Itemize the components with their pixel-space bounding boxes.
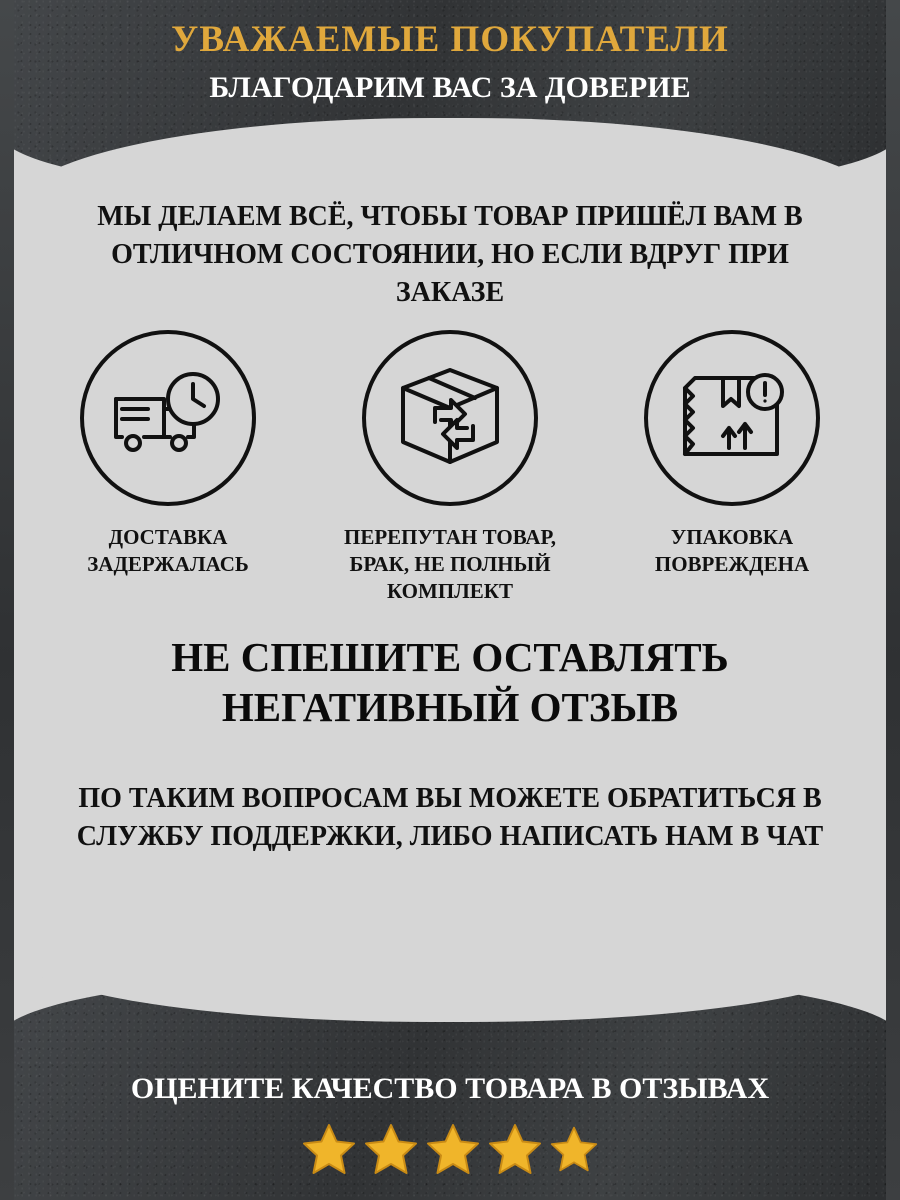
reason-caption: ПЕРЕПУТАН ТОВАР, БРАК, НЕ ПОЛНЫЙ КОМПЛЕКТ: [344, 525, 556, 603]
reasons-row: [40, 330, 860, 605]
support-text: ПО ТАКИМ ВОПРОСАМ ВЫ МОЖЕТЕ ОБРАТИТЬСЯ В СЛУЖБУ ПОДДЕРЖКИ, ЛИБО НАПИСАТЬ НАМ В ЧАТ: [76, 783, 824, 853]
damaged-package-icon: [644, 330, 820, 506]
left-edge-strip: [0, 0, 14, 1200]
header-subtitle: БЛАГОДАРИМ ВАС ЗА ДОВЕРИЕ: [209, 70, 691, 104]
footer: [0, 1071, 900, 1176]
footer-call-to-action: ОЦЕНИТЕ КАЧЕСТВО ТОВАРА В ОТЗЫВАХ: [130, 1072, 770, 1106]
reason-caption: УПАКОВКА ПОВРЕЖДЕНА: [654, 525, 810, 576]
star-icon[interactable]: [301, 1122, 357, 1176]
star-icon[interactable]: [363, 1122, 419, 1176]
reason-caption: ДОСТАВКА ЗАДЕРЖАЛАСЬ: [87, 525, 249, 576]
star-icon[interactable]: [549, 1125, 599, 1173]
box-return-arrow-icon: [362, 330, 538, 506]
reason-item-wrong-item: [322, 330, 578, 605]
reason-item-delivery: [40, 330, 296, 578]
headline-text: НЕ СПЕШИТЕ ОСТАВЛЯТЬ НЕГАТИВНЫЙ ОТЗЫВ: [171, 634, 729, 731]
delivery-truck-clock-icon: [80, 330, 256, 506]
intro-text: МЫ ДЕЛАЕМ ВСЁ, ЧТОБЫ ТОВАР ПРИШЁЛ ВАМ В ОТЛИЧНОМ СОСТОЯНИИ, НО ЕСЛИ ВДРУГ ПРИ ЗАКАЗЕ: [97, 201, 803, 309]
header: [0, 20, 900, 105]
reason-item-damaged: [604, 330, 860, 578]
star-icon[interactable]: [487, 1122, 543, 1176]
star-rating[interactable]: [0, 1122, 900, 1176]
header-title: УВАЖАЕМЫЕ ПОКУПАТЕЛИ: [171, 19, 729, 60]
star-icon[interactable]: [425, 1122, 481, 1176]
right-edge-strip: [886, 0, 900, 1200]
